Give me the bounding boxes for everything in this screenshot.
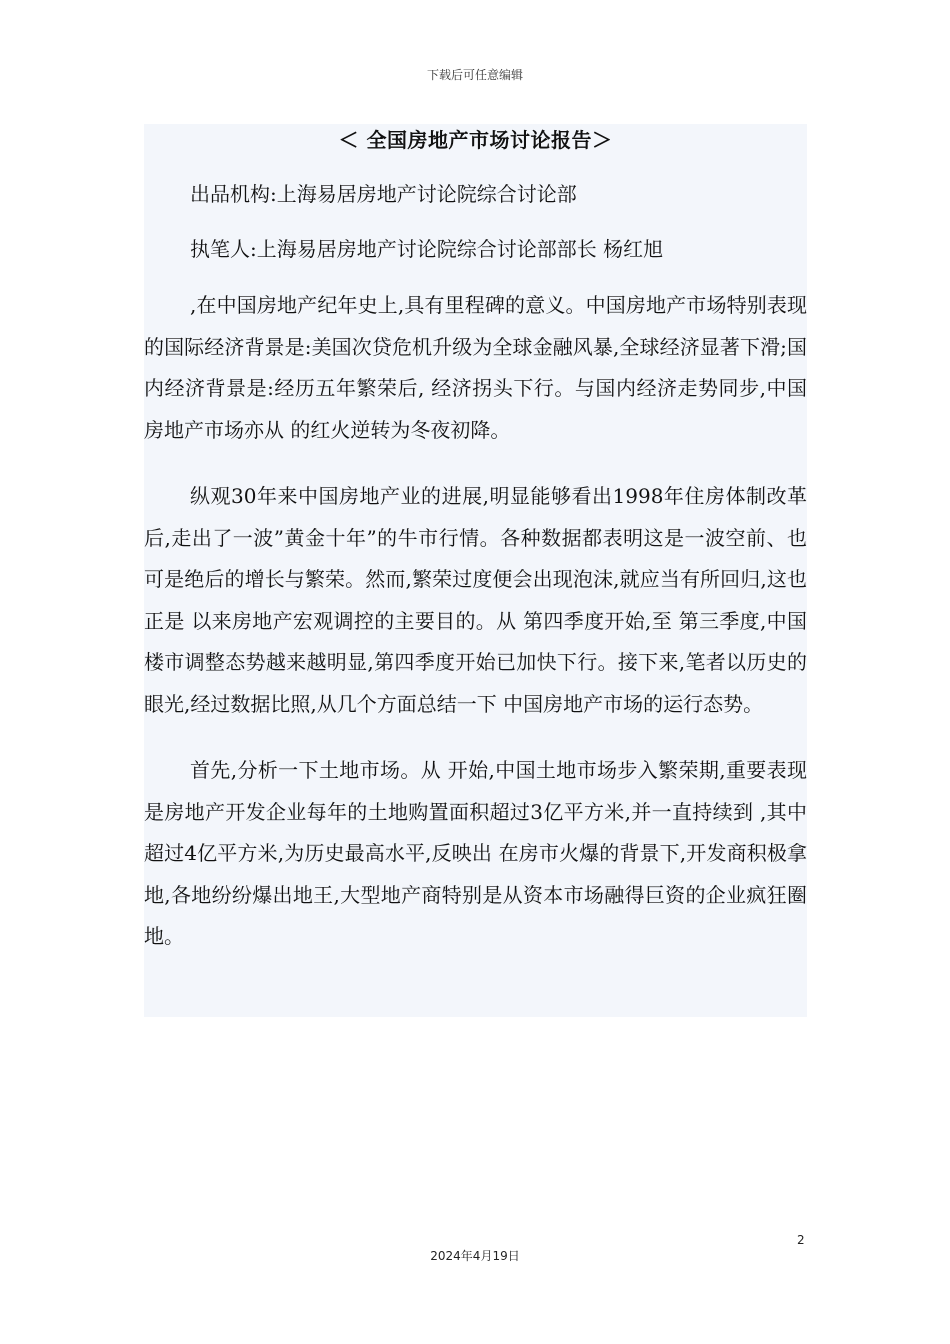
- page-number: 2: [797, 1233, 805, 1247]
- document-title: ＜ 全国房地产市场讨论报告＞: [338, 128, 613, 152]
- author-line: 执笔人:上海易居房地产讨论院综合讨论部部长 杨红旭: [190, 237, 664, 261]
- paragraph-intro: ,在中国房地产纪年史上,具有里程碑的意义。中国房地产市场特别表现的国际经济背景是:美国次贷危机升级为全球金融风暴,全球经济显著下滑;国内经济背景是:经历五年繁荣后, 经济拐头下行。与国内经济走势同步,中国房地产市场亦从 的红火逆转为冬夜初降。: [144, 293, 807, 442]
- producer-line: 出品机构:上海易居房地产讨论院综合讨论部: [190, 182, 577, 206]
- paragraph-land-market: 首先,分析一下土地市场。从 开始,中国土地市场步入繁荣期,重要表现是房地产开发企业每年的土地购置面积超过3亿平方米,并一直持续到 ,其中 超过4亿平方米,为历史最高水平,反映出 在房市火爆的背景下,开发商积极拿地,各地纷纷爆出地王,大型地产商特别是从资本市场融得巨资的企业疯狂圈地。: [144, 758, 807, 948]
- footer-date: 2024年4月19日: [430, 1249, 520, 1263]
- paragraph-overview: 纵观30年来中国房地产业的进展,明显能够看出1998年住房体制改革后,走出了一波”黄金十年”的牛市行情。各种数据都表明这是一波空前、也可是绝后的增长与繁荣。然而,繁荣过度便会出现泡沫,就应当有所回归,这也正是 以来房地产宏观调控的主要目的。从 第四季度开始,至 第三季度,中国楼市调整态势越来越明显,第四季度开始已加快下行。接下来,笔者以历史的眼光,经过数据比照,从几个方面总结一下 中国房地产市场的运行态势。: [144, 484, 807, 716]
- document-body: [144, 124, 807, 1017]
- page-header-note: 下载后可任意编辑: [426, 68, 523, 82]
